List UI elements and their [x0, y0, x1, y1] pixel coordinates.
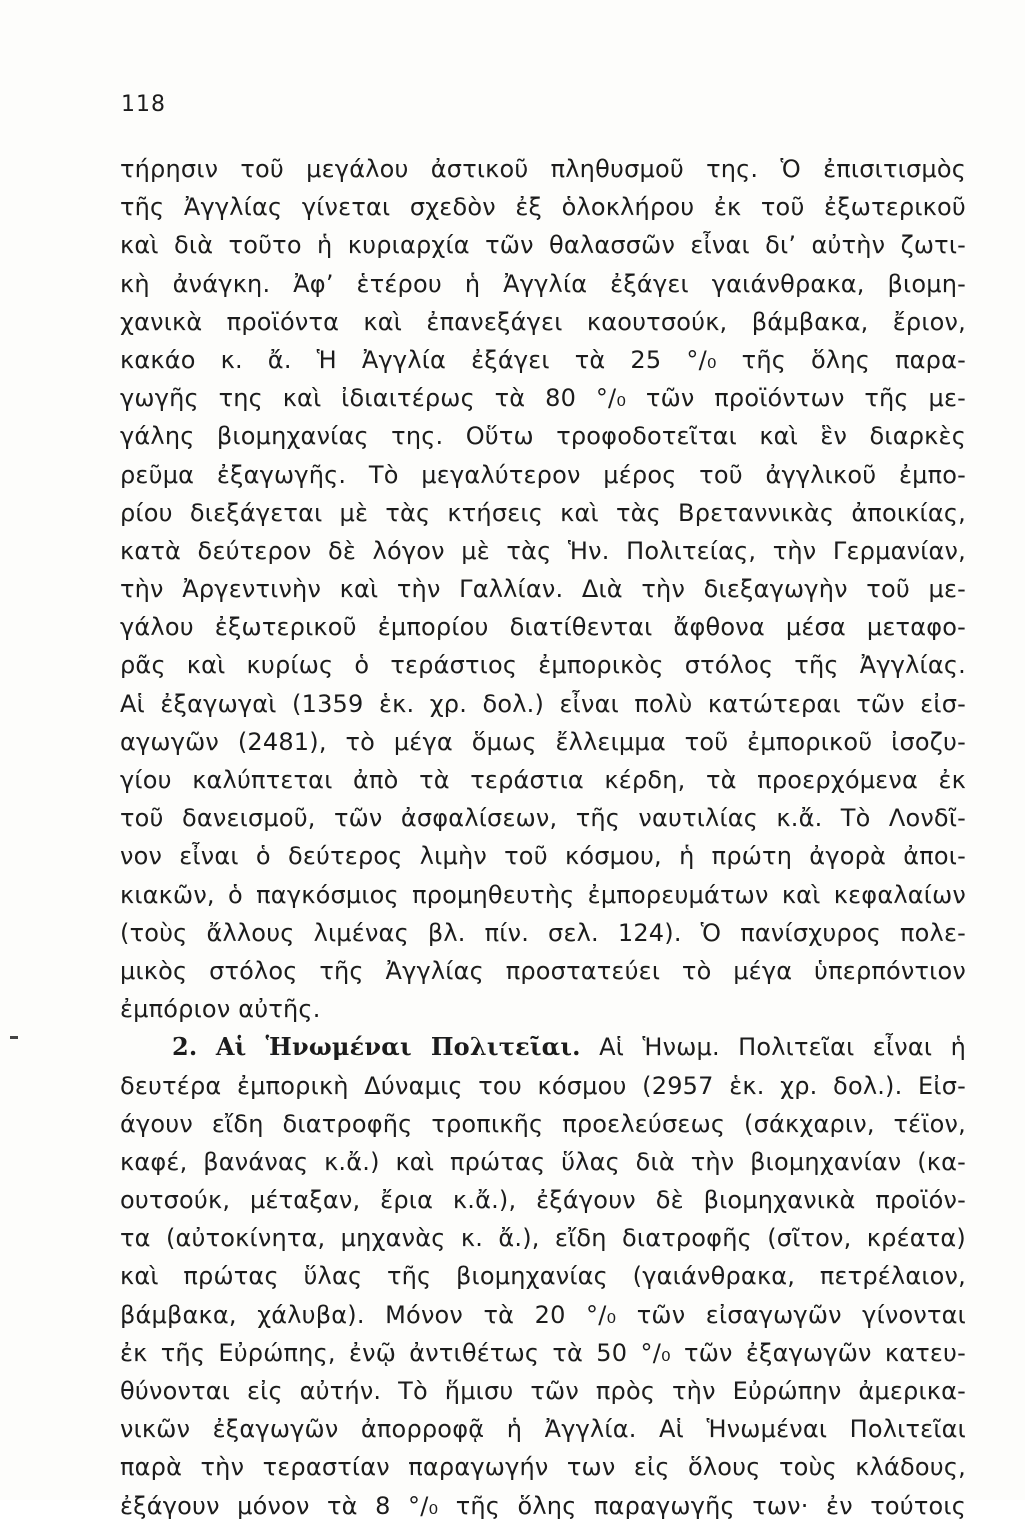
text-line: ουτσούκ, μέταξαν, ἔρια κ.ἄ.), ἐξάγουν δὲ βιομηχανικὰ προϊόν- — [120, 1186, 966, 1215]
text-line: καὶ διὰ τοῦτο ἡ κυριαρχία τῶν θαλασσῶν εἶναι δι’ αὐτὴν ζωτι- — [120, 231, 966, 260]
text-line: νικῶν ἐξαγωγῶν ἀπορροφᾷ ἡ Ἀγγλία. Αἱ Ἡνωμέναι Πολιτεῖαι — [120, 1415, 966, 1444]
text-line: βάμβακα, χάλυβα). Μόνον τὰ 20 °/₀ τῶν εἰσαγωγῶν γίνονται — [120, 1300, 966, 1329]
text-line: (τοὺς ἄλλους λιμένας βλ. πίν. σελ. 124). Ὁ πανίσχυρος πολε- — [120, 918, 966, 947]
text-line: θύνονται εἰς αὐτήν. Τὸ ἥμισυ τῶν πρὸς τὴν Εὐρώπην ἀμερικα- — [120, 1377, 966, 1405]
text-line: κακάο κ. ἄ. Ἡ Ἀγγλία ἐξάγει τὰ 25 °/₀ τῆς ὅλης παρα- — [120, 345, 966, 374]
text-line: ἐκ τῆς Εὐρώπης, ἐνῷ ἀντιθέτως τὰ 50 °/₀ τῶν ἐξαγωγῶν κατευ- — [120, 1338, 966, 1367]
text-line: παρὰ τὴν τεραστίαν παραγωγήν των εἰς ὅλους τοὺς κλάδους, — [120, 1453, 966, 1482]
section-heading: Αἱ Ἡνωμέναι Πολιτεῖαι. — [215, 1032, 581, 1062]
text-line: νον εἶναι ὁ δεύτερος λιμὴν τοῦ κόσμου, ἡ πρώτη ἀγορὰ ἀποι- — [120, 842, 966, 871]
text-line: χανικὰ προϊόντα καὶ ἐπανεξάγει καουτσούκ, βάμβακα, ἔριον, — [120, 307, 966, 336]
section-first-line-text: Αἱ Ἡνωμ. Πολιτεῖαι εἶναι ἡ — [599, 1033, 966, 1062]
text-line: ἐμπόριον αὐτῆς. — [120, 995, 321, 1024]
text-line: ρᾶς καὶ κυρίως ὁ τεράστιος ἐμπορικὸς στόλος τῆς Ἀγγλίας. — [120, 651, 966, 680]
section-heading-line — [120, 1028, 966, 1066]
body-text — [120, 150, 966, 1525]
page-number: 118 — [121, 92, 166, 117]
text-line: άγουν εἴδη διατροφῆς τροπικῆς προελεύσεως (σάκχαριν, τέϊον, — [120, 1109, 966, 1138]
text-line: μικὸς στόλος τῆς Ἀγγλίας προστατεύει τὸ μέγα ὑπερπόντιον — [120, 956, 966, 985]
text-line: τῆς Ἀγγλίας γίνεται σχεδὸν ἐξ ὁλοκλήρου ἐκ τοῦ ἐξωτερικοῦ — [120, 193, 966, 222]
text-line: τα (αὐτοκίνητα, μηχανὰς κ. ἄ.), εἴδη διατροφῆς (σῖτον, κρέατα) — [120, 1224, 966, 1253]
text-line: Αἱ ἐξαγωγαὶ (1359 ἑκ. χρ. δολ.) εἶναι πολὺ κατώτεραι τῶν εἰσ- — [120, 689, 966, 718]
text-line: τὴν Ἀργεντινὴν καὶ τὴν Γαλλίαν. Διὰ τὴν διεξαγωγὴν τοῦ με- — [120, 575, 966, 604]
text-line: ρεῦμα ἐξαγωγῆς. Τὸ μεγαλύτερον μέρος τοῦ ἀγγλικοῦ ἐμπο- — [120, 460, 966, 489]
text-line: κὴ ἀνάγκη. Ἀφ’ ἑτέρου ἡ Ἀγγλία ἐξάγει γαιάνθρακα, βιομη- — [120, 269, 966, 298]
text-line: κατὰ δεύτερον δὲ λόγον μὲ τὰς Ἡν. Πολιτείας, τὴν Γερμανίαν, — [120, 536, 966, 565]
text-line: ἐξάγουν μόνον τὰ 8 °/₀ τῆς ὅλης παραγωγῆς των· ἐν τούτοις — [120, 1491, 966, 1520]
text-line: καὶ πρώτας ὕλας τῆς βιομηχανίας (γαιάνθρακα, πετρέλαιον, — [120, 1262, 966, 1291]
text-line: καφέ, βανάνας κ.ἄ.) καὶ πρώτας ὕλας διὰ τὴν βιομηχανίαν (κα- — [120, 1147, 966, 1176]
text-line: γωγῆς της καὶ ἰδιαιτέρως τὰ 80 °/₀ τῶν προϊόντων τῆς με- — [120, 384, 966, 413]
text-line: γάλου ἐξωτερικοῦ ἐμπορίου διατίθενται ἄφθονα μέσα μεταφο- — [120, 613, 966, 642]
margin-mark — [10, 1036, 18, 1039]
text-line: κιακῶν, ὁ παγκόσμιος προμηθευτὴς ἐμπορευμάτων καὶ κεφαλαίων — [120, 880, 966, 909]
section-number: 2. — [172, 1032, 198, 1062]
text-line: αγωγῶν (2481), τὸ μέγα ὅμως ἔλλειμμα τοῦ ἐμπορικοῦ ἰσοζυ- — [120, 727, 966, 756]
text-line: ρίου διεξάγεται μὲ τὰς κτήσεις καὶ τὰς Βρεταννικὰς ἀποικίας, — [120, 498, 966, 527]
text-line: γάλης βιομηχανίας της. Οὕτω τροφοδοτεῖται καὶ ἓν διαρκὲς — [120, 422, 966, 451]
text-line: γίου καλύπτεται ἀπὸ τὰ τεράστια κέρδη, τὰ προερχόμενα ἐκ — [120, 766, 966, 794]
text-line: τοῦ δανεισμοῦ, τῶν ἀσφαλίσεων, τῆς ναυτιλίας κ.ἄ. Τὸ Λονδῖ- — [120, 804, 966, 833]
text-line: τήρησιν τοῦ μεγάλου ἀστικοῦ πληθυσμοῦ της. Ὁ ἐπισιτισμὸς — [120, 155, 966, 183]
text-line: δευτέρα ἐμπορικὴ Δύναμις του κόσμου (2957 ἑκ. χρ. δολ.). Εἰσ- — [120, 1071, 966, 1100]
